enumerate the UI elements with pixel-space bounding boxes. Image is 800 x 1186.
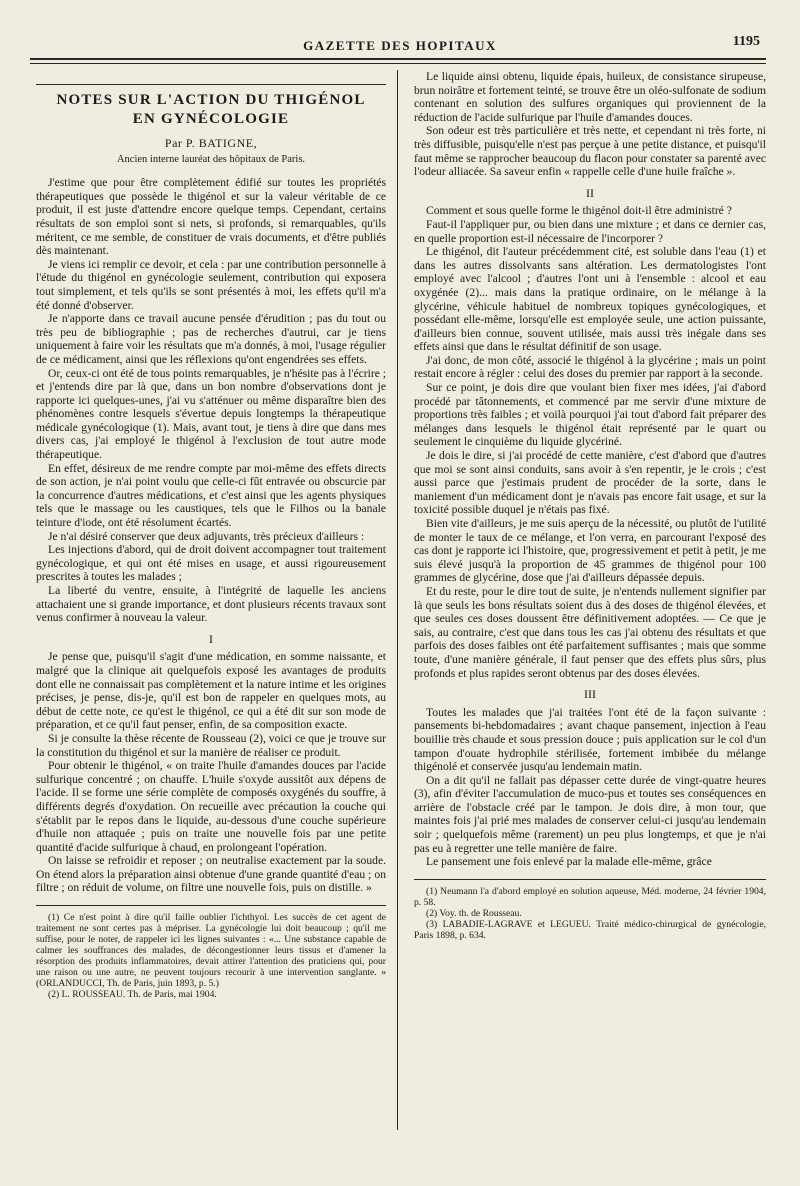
title-line-1: NOTES SUR L'ACTION DU THIGÉNOL xyxy=(56,92,366,108)
article-title xyxy=(36,84,386,129)
paragraph: En effet, désireux de me rendre compte par moi-même des effets directs de son action, je n'ai point voulu que celle-ci fût entravée ou obscurcie par la concurrence d'autres médications, et c'est ainsi que les agents physiques tels que le massage ou les caustiques, tels que le Filhos ou la banale teinture d'iode, ont été résolument écartés. xyxy=(36,461,386,530)
running-head: GAZETTE DES HOPITAUX xyxy=(303,38,497,53)
footnote: (1) Ce n'est point à dire qu'il faille oublier l'ichthyol. Les succès de cet agent de traitement ne sont certes pas à mépriser. La gynécologie lui doit beaucoup ; qu'il me suffise, pour le noter, de rappeler ici les lignes suivantes : «... Une substance capable de calmer les souffrances des malades, de décongestionner leurs tissus et d'amener la résorption des produits inflammatoires, devait attirer l'attention des praticiens qui, pour une raison ou une autre, ne peuvent toujours recourir à une intervention sanglante. » (ORLANDUCCI, Th. de Paris, juin 1893, p. 5.) xyxy=(36,912,386,990)
right-column xyxy=(414,70,766,941)
column-divider xyxy=(397,70,398,1130)
paragraph: Bien vite d'ailleurs, je me suis aperçu de la nécessité, ou plutôt de l'utilité de monter le taux de ce mélange, et l'on verra, en parcourant l'exposé des cas dont je rapporte ici l'histoire, que, progressivement et petit à petit, je me suis élevé jusqu'à la proportion de 45 grammes de thigénol pour 100 grammes de glycérine, dose que j'ai d'ailleurs dépassée depuis. xyxy=(414,517,766,585)
footnote: (2) L. ROUSSEAU. Th. de Paris, mai 1904. xyxy=(48,989,217,1001)
paragraph: On a dit qu'il ne fallait pas dépasser cette durée de vingt-quatre heures (3), afin d'éviter l'accumulation de muco-pus et toutes ses conséquences en arrière de l'obstacle créé par le tampon. Je dois dire, à mon tour, que maintes fois j'ai prié mes malades de conserver celui-ci jusqu'au lendemain soir ; quelquefois même (rarement) un peu plus longtemps, et que je n'ai pas eu à regretter une telle manière de faire. xyxy=(414,773,766,855)
paragraph: Et du reste, pour le dire tout de suite, je n'entends nullement signifier par là que seuls les bons résultats soient dus à des doses de thigénol élevées, et que seules ces doses doussent être définitivement adoptées. — Ce que je sais, au contraire, c'est que dans tous les cas j'ai obtenu des résultats et que parfois des doses faibles ont été parfaitement suffisantes ; mais que somme toute, d'une manière générale, il faut penser que des effets plus sûrs, plus profonds et plus rapides seront obtenus par des doses élevées. xyxy=(414,584,766,680)
footnote: (3) LABADIE-LAGRAVE et LEGUEU. Traité médico-chirurgical de gynécologie, Paris 1898, p. 634. xyxy=(414,918,766,941)
paragraph: Sur ce point, je dois dire que voulant bien fixer mes idées, j'ai d'abord procédé par tâtonnements, et commencé par me servir d'une mixture de proportions très faibles ; et voilà pourquoi j'ai tout d'abord fait préparer des mélanges dans lesquels le thigénol était représenté par le quart ou seulement le cinquième du liquide glycériné. xyxy=(414,381,766,449)
section-heading-3: III xyxy=(584,687,596,702)
author-affiliation: Ancien interne lauréat des hôpitaux de Paris. xyxy=(116,153,306,165)
paragraph: Le pansement une fois enlevé par la malade elle-même, grâce xyxy=(426,855,712,869)
paragraph: Pour obtenir le thigénol, « on traite l'huile d'amandes douces par l'acide sulfurique concentré ; on chauffe. L'huile s'oxyde aussitôt aux dépens de l'acide. Il se forme une série complète de composés oxygénés du souffre, à différents degrés d'oxydation. On recueille avec précaution la couche qui s'établit par le repos dans le liquide, au-dessous d'une couche supérieure d'huile non attaquée ; puis on traite une nouvelle fois par une petite quantité d'acide sulfurique à chaud, en prolongeant l'opération. xyxy=(36,759,386,854)
footnote-rule xyxy=(36,905,386,906)
byline: Par P. BATIGNE, xyxy=(164,136,258,150)
left-column xyxy=(36,70,386,1000)
title-line-2: EN GYNÉCOLOGIE xyxy=(132,111,290,127)
paragraph: Son odeur est très particulière et très nette, et cependant ni très forte, ni très diffusible, puisqu'elle n'est pas perçue à une petite distance, et puisqu'il faut même se rapprocher beaucoup du flacon pour constater sa parenté avec l'odeur alliacée. Sa saveur enfin « rappelle celle d'une huile fraîche ». xyxy=(414,124,766,179)
paragraph: Je n'ai désiré conserver que deux adjuvants, très précieux d'ailleurs : xyxy=(48,529,365,543)
paragraph: Je viens ici remplir ce devoir, et cela : par une contribution personnelle à l'étude du thigénol en gynécologie seulement, contribution qui exposera tout simplement, et tels qu'ils se sont présentés à moi, les effets qu'il m'a été donné d'observer. xyxy=(36,257,386,312)
paragraph: Les injections d'abord, qui de droit doivent accompagner tout traitement gynécologique, et qui ont été mises en usage, et aussi rigoureusement prescrites à toutes les malades ; xyxy=(36,543,386,584)
paragraph: Je pense que, puisqu'il s'agit d'une médication, en somme naissante, et malgré que la clinique ait quelquefois exposé les avantages de produits dont elle ne connaissait pas complètement et la nature intime et les origines précises, je pense, dis-je, qu'il est bon de rappeler en quelques mots, au début de cette note, ce qu'est le thigénol, ce qui a été dit sur son mode de préparation, et ce qu'il faut penser, enfin, de sa composition exacte. xyxy=(36,650,386,732)
paragraph: On laisse se refroidir et reposer ; on neutralise exactement par la soude. On étend alors la préparation ainsi obtenue d'une grande quantité d'eau ; on filtre ; on réduit de volume, on filtre une nouvelle fois, puis on distille. » xyxy=(36,854,386,895)
paragraph: Toutes les malades que j'ai traitées l'ont été de la façon suivante : pansements bi-hebdomadaires ; avant chaque pansement, injection à l'eau bouillie très chaude et sous pression douce ; puis application sur le col d'un tampon d'ouate hydrophile stérilisée, fortement imbibée du mélange thigénolé et conservée jusqu'au lendemain matin. xyxy=(414,705,766,774)
paragraph: Faut-il l'appliquer pur, ou bien dans une mixture ; et dans ce dernier cas, en quelle proportion est-il nécessaire de l'incorporer ? xyxy=(414,217,766,245)
paragraph: La liberté du ventre, ensuite, à l'intégrité de laquelle les anciens attachaient une si grande importance, et dont plusieurs récents travaux sont venus confirmer à nouveau la valeur. xyxy=(36,584,386,625)
paragraph: Si je consulte la thèse récente de Rousseau (2), voici ce que je trouve sur la constitution du thigénol et sur la manière de réaliser ce produit. xyxy=(36,731,386,759)
paragraph: Je dois le dire, si j'ai procédé de cette manière, c'est d'abord que d'autres que moi se sont ainsi conduits, sans avoir à s'en repentir, je le crois ; c'est aussi parce que j'estimais prudent de procéder de la sorte, dans le maniement d'un médicament dont je n'avais pas encore fait usage, et sur la toxicité possible duquel je n'étais pas fixé. xyxy=(414,449,766,517)
paragraph: Je n'apporte dans ce travail aucune pensée d'érudition ; pas du tout ou très peu de bibliographie ; pas de recherches d'autrui, car je tiens uniquement à faire voir les résultats que m'a donnés, à moi, l'usage régulier de ce médicament, ainsi que les réflexions qu'ont engendrées ses effets. xyxy=(36,312,386,366)
paragraph: Le thigénol, dit l'auteur précédemment cité, est soluble dans l'eau (1) et dans les autres dissolvants sans altération. Les dermatologistes l'ont employé avec l'alcool ; d'autres l'ont uni à l'ensemble : alcool et eau oxygénée (2)... mais dans la pratique ordinaire, on le mélange à la glycérine, véhicule habituel de nombreux topiques gynécologiques, et possédant elle-même, lorsqu'elle est employée seule, une action puissante, d'ailleurs bien connue, souvent utilisée, mais aussi très inégale dans ses effets ainsi que dans le résultat définitif de son usage. xyxy=(414,245,766,354)
paragraph: J'ai donc, de mon côté, associé le thigénol à la glycérine ; mais un point restait encore à régler : celui des doses du premier par rapport à la seconde. xyxy=(414,353,766,381)
header-rule-thin xyxy=(30,63,766,64)
paragraph: Comment et sous quelle forme le thigénol doit-il être administré ? xyxy=(426,204,732,218)
paragraph: J'estime que pour être complètement édifié sur toutes les propriétés thérapeutiques que possède le thigénol et sur la valeur véritable de ce produit, il est juste d'attendre encore quelque temps. Cependant, certains résultats de son emploi sont si nets, si profonds, si remarquables, qu'ils méritent, ce me semble, de constituer de vrais documents, et d'être publiés dès maintenant. xyxy=(36,176,386,258)
footnote: (1) Neumann l'a d'abord employé en solution aqueuse, Méd. moderne, 24 février 1904, p. 58. xyxy=(414,885,766,908)
footnote-rule xyxy=(414,879,766,880)
section-heading-2: II xyxy=(586,185,594,200)
page-number: 1195 xyxy=(732,34,760,49)
paragraph: Le liquide ainsi obtenu, liquide épais, huileux, de consistance sirupeuse, brun noirâtre et fortement teinté, se trouve être un oléo-sulfonate de sodium contenant en solution des sulfures organiques qui proviennent de la réduction de l'acide sulfurique par l'huile d'amandes douces. xyxy=(414,70,766,124)
footnote: (2) Voy. th. de Rousseau. xyxy=(426,907,522,919)
section-heading-1: I xyxy=(209,631,213,646)
paragraph: Or, ceux-ci ont été de tous points remarquables, je n'hésite pas à l'écrire ; et j'entends dire par là que, dans un bon nombre d'observations dont je rapporte ici quelques-unes, j'ai vu s'atténuer ou même disparaître bien des phénomènes contre lesquels s'évertue depuis longtemps la thérapeutique médicale gynécologique (1). Mais, avant tout, je tiens à dire que dans mes divers cas, j'ai employé le thigénol à l'exclusion de tout autre mode thérapeutique. xyxy=(36,366,386,462)
header-rule xyxy=(30,58,766,60)
